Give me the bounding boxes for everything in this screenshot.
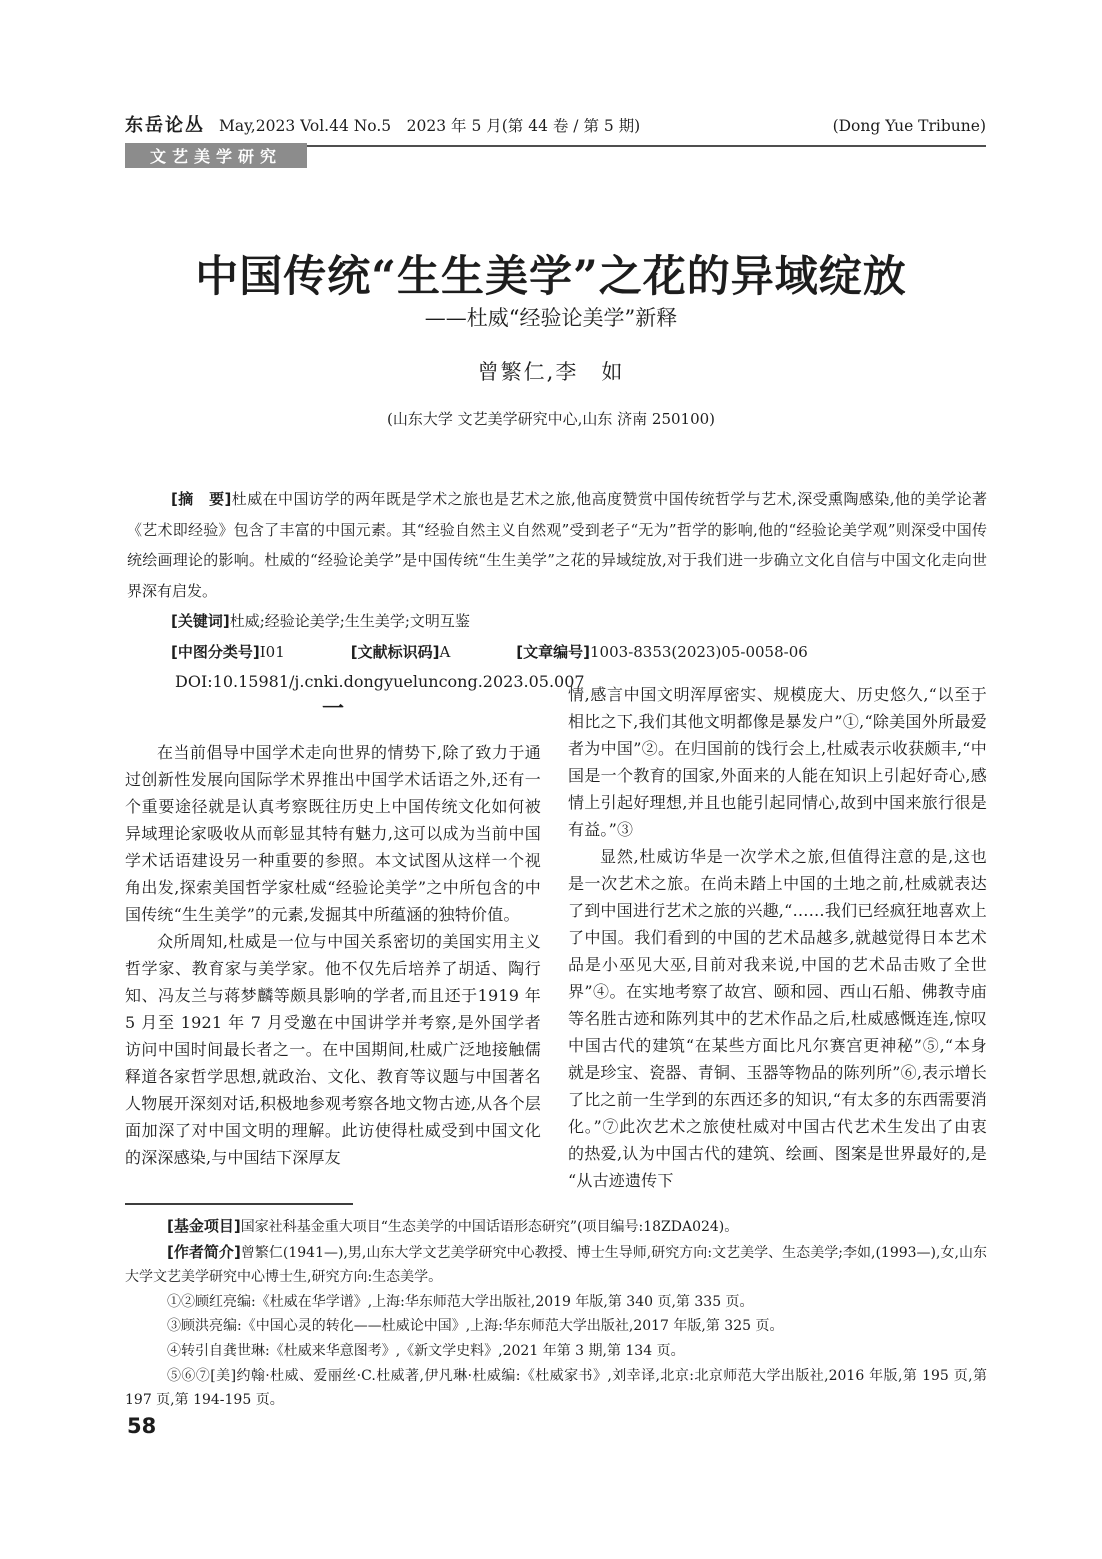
journal-name-en: (Dong Yue Tribune) xyxy=(832,117,986,135)
fund-note xyxy=(125,1214,987,1240)
column-band xyxy=(125,143,986,169)
body-paragraph: 显然,杜威访华是一次学术之旅,但值得注意的是,这也是一次艺术之旅。在尚未踏上中国的土地之前,杜威就表达了到中国进行艺术之旅的兴趣,“……我们已经疯狂地喜欢上了中国。我们看到的中国的艺术品越多,就越觉得日本艺术品是小巫见大巫,目前对我来说,中国的艺术品击败了全世界”④。在实地考察了故宫、颐和园、西山石船、佛教寺庙等名胜古迹和陈列其中的艺术作品之后,杜威感慨连连,惊叹中国古代的建筑“在某些方面比凡尔赛宫更神秘”⑤,“本身就是珍宝、瓷器、青铜、玉器等物品的陈列所”⑥,表示增长了比之前一生学到的东西还多的知识,“有太多的东西需要消化。”⑦此次艺术之旅使杜威对中国古代艺术生发出了由衷的热爱,认为中国古代的建筑、绘画、图案是世界最好的,是“从古迹遗传下 xyxy=(568,847,987,1190)
footnote-item: ④转引自龚世琳:《杜威来华意图考》,《新文学史料》,2021 年第 3 期,第 134 页。 xyxy=(167,1342,685,1359)
journal-name-cn: 东岳论丛 xyxy=(125,115,205,136)
bio-text: 曾繁仁(1941—),男,山东大学文艺美学研究中心教授、博士生导师,研究方向:文艺美学、生态美学;李如,(1993—),女,山东大学文艺美学研究中心博士生,研究方向:生态美学。 xyxy=(125,1244,987,1286)
section-heading: 一 xyxy=(321,696,344,722)
article-id-pair xyxy=(516,643,808,661)
footnote-item: ③顾洪亮编:《中国心灵的转化——杜威论中国》,上海:华东师范大学出版社,2017 年版,第 325 页。 xyxy=(167,1318,784,1335)
fund-text: 国家社科基金重大项目“生态美学的中国话语形态研究”(项目编号:18ZDA024)。 xyxy=(240,1219,739,1235)
doc-code-value: A xyxy=(439,642,451,661)
body-paragraph: 在当前倡导中国学术走向世界的情势下,除了致力于通过创新性发展向国际学术界推出中国学术话语之外,还有一个重要途径就是认真考察既往历史上中国传统文化如何被异域理论家吸收从而彰显其特有魅力,这可以成为当前中国学术话语建设另一种重要的参照。本文试图从这样一个视角出发,探索美国哲学家杜威“经验论美学”之中所包含的中国传统“生生美学”的元素,发掘其中所蕴涵的独特价值。 xyxy=(125,743,541,924)
keywords xyxy=(127,606,987,637)
footnotes-block xyxy=(125,1214,987,1413)
article-affiliation: (山东大学 文艺美学研究中心,山东 济南 250100) xyxy=(386,410,716,428)
classification-line xyxy=(127,637,987,668)
keywords-text: 杜威;经验论美学;生生美学;文明互鉴 xyxy=(229,612,470,630)
doc-code-label: [文献标识码] xyxy=(350,642,440,661)
column-banner: 文艺美学研究 xyxy=(125,143,307,168)
article-id-value: 1003-8353(2023)05-0058-06 xyxy=(590,642,808,661)
bio-label: [作者简介] xyxy=(167,1242,241,1261)
clc-value: I01 xyxy=(259,642,285,661)
header-rule xyxy=(305,145,986,147)
article-meta-block xyxy=(127,484,987,698)
doc-code-pair xyxy=(351,643,451,661)
fund-label: [基金项目] xyxy=(167,1217,241,1235)
page-header xyxy=(125,111,986,137)
article-id-label: [文章编号] xyxy=(516,642,591,661)
right-column xyxy=(568,681,987,1194)
abstract-text: 杜威在中国访学的两年既是学术之旅也是艺术之旅,他高度赞赏中国传统哲学与艺术,深受熏陶感染,他的美学论著《艺术即经验》包含了丰富的中国元素。其“经验自然主义自然观”受到老子“无为”哲学的影响,他的“经验论美学观”则深受中国传统绘画理论的影响。杜威的“经验论美学”是中国传统“生生美学”之花的异域绽放,对于我们进一步确立文化自信与中国文化走向世界深有启发。 xyxy=(127,490,987,600)
clc-label: [中图分类号] xyxy=(171,642,260,661)
article-subtitle: ——杜威“经验论美学”新释 xyxy=(424,306,678,330)
article-title: 中国传统“生生美学”之花的异域绽放 xyxy=(195,251,907,302)
journal-issue-info: May,2023 Vol.44 No.5 2023 年 5 月(第 44 卷 / 第 5 期) xyxy=(219,117,641,135)
abstract xyxy=(127,484,987,606)
footnote-item: ①②顾红亮编:《杜威在华学谱》,上海:华东师范大学出版社,2019 年版,第 340 页,第 335 页。 xyxy=(167,1293,754,1310)
left-column xyxy=(125,739,541,1171)
doi-line: DOI:10.15981/j.cnki.dongyueluncong.2023.05.007 xyxy=(175,672,585,691)
abstract-label: [摘 要] xyxy=(171,490,232,508)
body-paragraph: 众所周知,杜威是一位与中国关系密切的美国实用主义哲学家、教育家与美学家。他不仅先后培养了胡适、陶行知、冯友兰与蒋梦麟等颇具影响的学者,而且还于1919 年 5 月至 1921 年 7 月受邀在中国讲学并考察,是外国学者访问中国时间最长者之一。在中国期间,杜威广泛地接触儒释道各家哲学思想,就政治、文化、教育等议题与中国著名人物展开深刻对话,积极地参观考察各地文物古迹,从各个层面加深了对中国文明的理解。此访使得杜威受到中国文化的深深感染,与中国结下深厚友 xyxy=(125,932,541,1167)
page-number: 58 xyxy=(127,1414,157,1438)
footnote-divider xyxy=(125,1203,353,1205)
article-authors: 曾繁仁,李 如 xyxy=(477,360,625,384)
keywords-label: [关键词] xyxy=(171,612,230,630)
body-paragraph-continuation: 情,感言中国文明浑厚密实、规模庞大、历史悠久,“以至于相比之下,我们其他文明都像是暴发户”①,“除美国外所最爱者为中国”②。在归国前的饯行会上,杜威表示收获颇丰,“中国是一个教育的国家,外面来的人能在知识上引起好奇心,感情上引起好理想,并且也能引起同情心,故到中国来旅行很是有益。”③ xyxy=(568,685,987,839)
author-bio-note xyxy=(125,1240,987,1290)
clc-pair xyxy=(171,643,285,661)
footnote-item: ⑤⑥⑦[美]约翰·杜威、爱丽丝·C.杜威著,伊凡琳·杜威编:《杜威家书》,刘幸译,北京:北京师范大学出版社,2016 年版,第 195 页,第 197 页,第 194-195 页。 xyxy=(125,1367,987,1409)
